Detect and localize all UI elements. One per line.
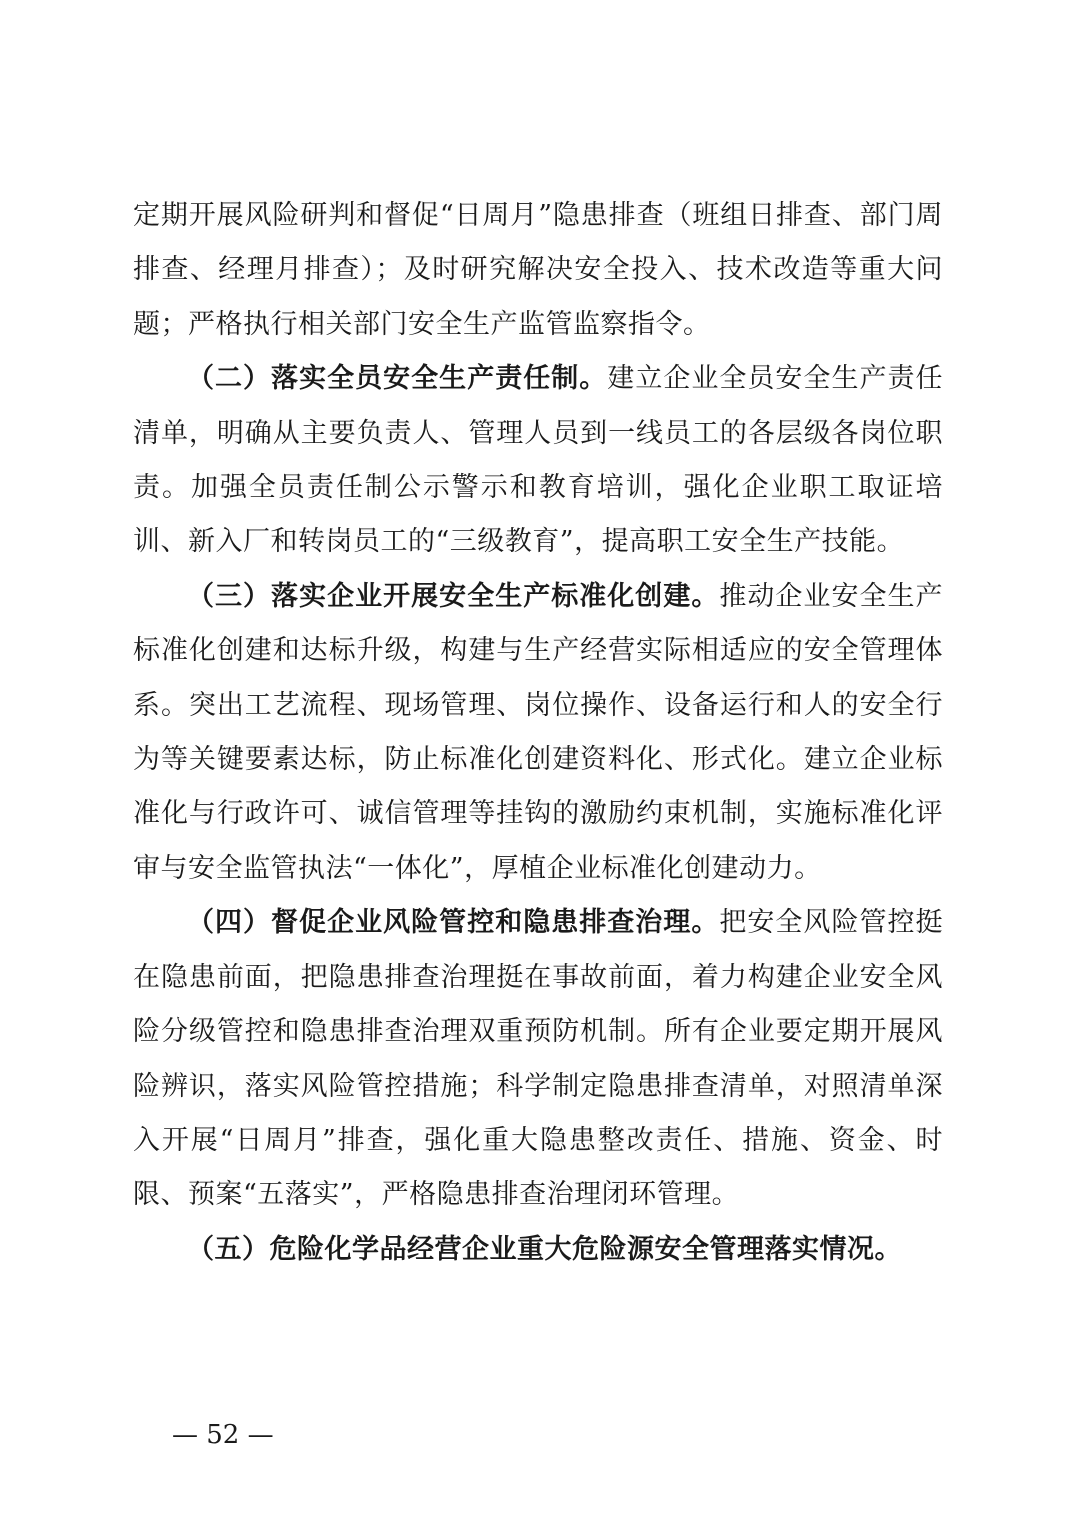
- paragraph-text: 定期开展风险研判和督促“日周月”隐患排查（班组日排查、部门周排查、经理月排查）；及时研究解决安全投入、技术改造等重大问题；严格执行相关部门安全生产监管监察指令。: [133, 200, 943, 340]
- section-heading: （二）落实全员安全生产责任制。: [187, 363, 608, 395]
- paragraph-continued: [133, 189, 943, 352]
- page-number: — 52 —: [172, 1420, 274, 1450]
- paragraph-section-2: [133, 352, 943, 570]
- paragraph-text: 建立企业全员安全生产责任清单，明确从主要负责人、管理人员到一线员工的各层级各岗位职责。加强全员责任制公示警示和教育培训，强化企业职工取证培训、新入厂和转岗员工的“三级教育”，提高职工安全生产技能。: [133, 363, 944, 558]
- paragraph-section-5: [133, 1223, 943, 1277]
- paragraph-text: 推动企业安全生产标准化创建和达标升级，构建与生产经营实际相适应的安全管理体系。突出工艺流程、现场管理、岗位操作、设备运行和人的安全行为等关键要素达标，防止标准化创建资料化、形式化。建立企业标准化与行政许可、诚信管理等挂钩的激励约束机制，实施标准化评审与安全监管执法“一体化”，厚植企业标准化创建动力。: [133, 580, 944, 884]
- body-text: [133, 189, 943, 1277]
- section-heading: （五）危险化学品经营企业重大危险源安全管理落实情况。: [187, 1233, 902, 1265]
- paragraph-section-3: [133, 570, 943, 896]
- paragraph-section-4: [133, 896, 943, 1222]
- paragraph-text: 把安全风险管控挺在隐患前面，把隐患排查治理挺在事故前面，着力构建企业安全风险分级管控和隐患排查治理双重预防机制。所有企业要定期开展风险辨识，落实风险管控措施；科学制定隐患排查清单，对照清单深入开展“日周月”排查，强化重大隐患整改责任、措施、资金、时限、预案“五落实”，严格隐患排查治理闭环管理。: [133, 907, 944, 1211]
- section-heading: （四）督促企业风险管控和隐患排查治理。: [187, 907, 720, 939]
- section-heading: （三）落实企业开展安全生产标准化创建。: [187, 580, 720, 612]
